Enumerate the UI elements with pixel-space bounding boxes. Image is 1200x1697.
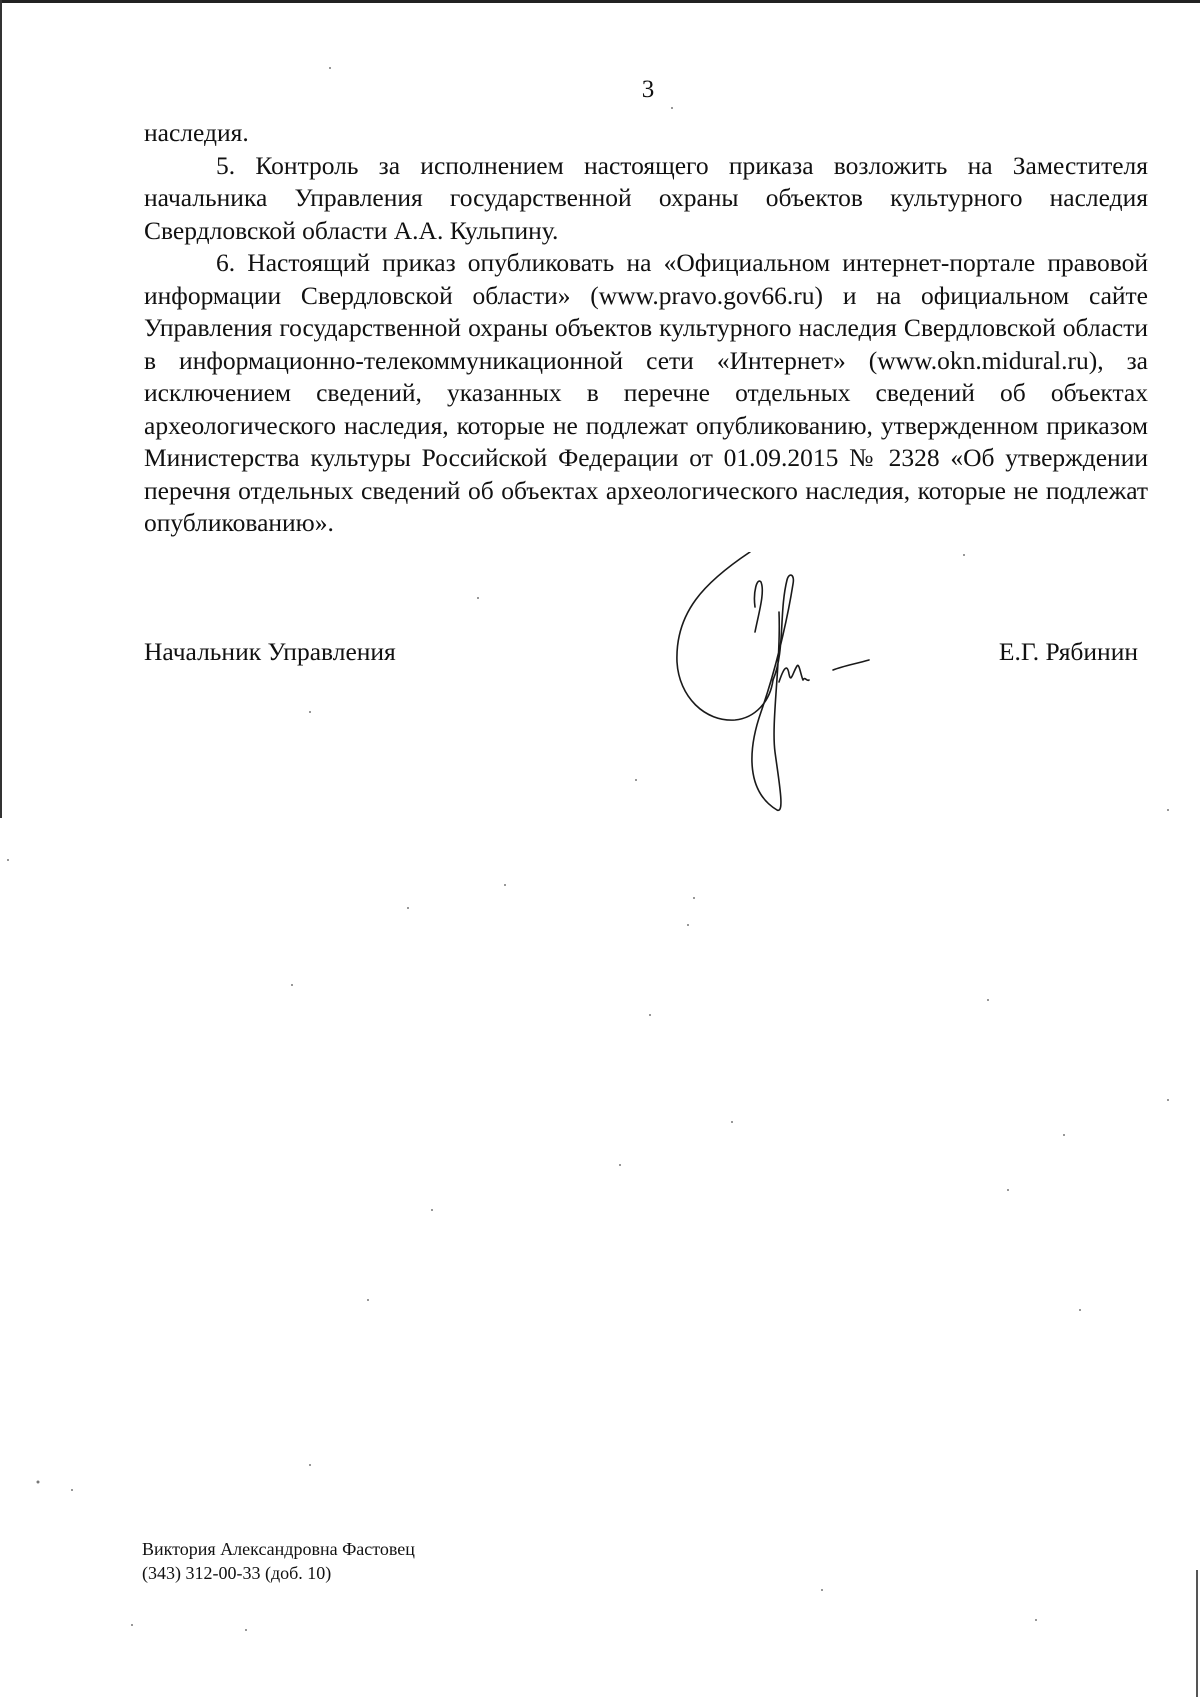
scan-border-left [0, 0, 2, 818]
signatory-name: Е.Г. Рябинин [998, 637, 1138, 666]
document-body [144, 117, 1148, 540]
handwritten-signature [675, 552, 915, 812]
executor-info [142, 1537, 415, 1585]
executor-phone: (343) 312-00-33 (доб. 10) [142, 1563, 332, 1583]
scan-border-top [0, 0, 1200, 3]
page-number: 3 [641, 76, 655, 103]
signature-block [144, 637, 1148, 677]
paragraph-5: 5. Контроль за исполнением настоящего приказа возложить на Заместителя начальника Управления государственной охраны объектов культурного наследия Свердловской области А.А. Кульпину. [144, 150, 1148, 245]
scan-border-right [1196, 1570, 1198, 1697]
signatory-title: Начальник Управления [144, 637, 396, 666]
executor-name: Виктория Александровна Фастовец [142, 1539, 415, 1559]
paragraph-6: 6. Настоящий приказ опубликовать на «Официальном интернет-портале правовой информации Свердловской области» (www.pravo.gov66.ru) и на официальном сайте Управления государственной охраны объектов культурного наследия Свердловской области в информационно-телекоммуникационной сети «Интернет» (www.okn.midural.ru), за исключением сведений, указанных в перечне отдельных сведений об объектах археологического наследия, которые не подлежат опубликованию, утвержденном приказом Министерства культуры Российской Федерации от 01.09.2015 № 2328 «Об утверждении перечня отдельных сведений об объектах археологического наследия, которые не подлежат опубликованию». [144, 248, 1148, 537]
paragraph-continuation: наследия. [144, 118, 249, 147]
